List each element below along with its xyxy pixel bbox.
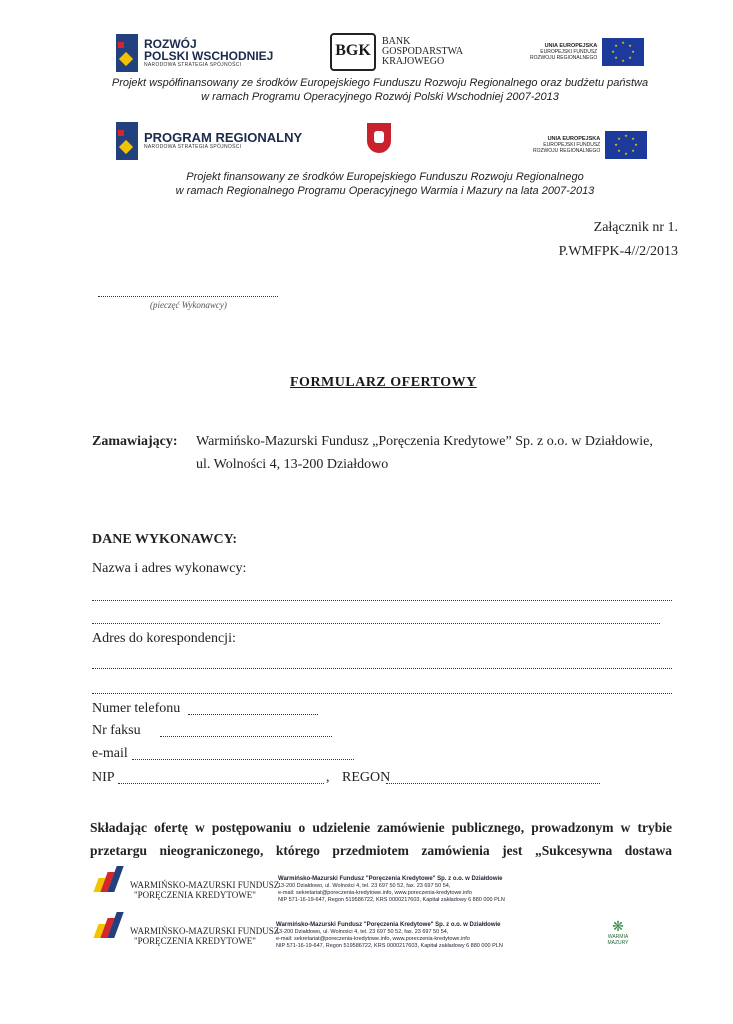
- logo1-line1: ROZWÓJ: [144, 37, 197, 51]
- wmfpk-logo-icon-2: [92, 912, 126, 938]
- fax-label: Nr faksu: [92, 723, 141, 738]
- footer-logo-1: [92, 866, 279, 900]
- eu1-line2: EUROPEJSKI FUNDUSZ: [540, 49, 598, 55]
- project2-text: [110, 170, 660, 198]
- project1-text: [100, 76, 660, 104]
- project1-line2: w ramach Programu Operacyjnego Rozwój Polski Wschodniej 2007-2013: [201, 91, 559, 103]
- logo-program-regionalny: [116, 122, 302, 160]
- region-logo-line2: MAZURY: [607, 940, 629, 946]
- stamp-label: (pieczęć Wykonawcy): [150, 300, 227, 310]
- region-logo-line1: WARMIA: [607, 934, 629, 940]
- offer-text-line1: Składając ofertę w postępowaniu o udzielenie zamówienie publicznego, prowadzonym w trybie: [90, 820, 672, 835]
- footer2-info2: e-mail: sekretariat@poreczenia-kredytowe.info, www.poreczenia-kredytowe.info: [276, 936, 470, 942]
- eu2-line2: EUROPEJSKI FUNDUSZ: [543, 142, 601, 148]
- eu1-line1: UNIA EUROPEJSKA: [544, 43, 598, 49]
- footer1-name-line2: "PORĘCZENIA KREDYTOWE": [134, 890, 256, 900]
- orderer-line2: ul. Wolności 4, 13-200 Działdowo: [196, 457, 389, 472]
- logo-eu-2: [533, 131, 647, 159]
- footer2-info1: 13-200 Działdowo, ul. Wolności 4, tel. 23 697 50 52, fax. 23 697 50 54,: [276, 929, 449, 935]
- project2-line2: w ramach Regionalnego Programu Operacyjnego Warmia i Mazury na lata 2007-2013: [175, 185, 595, 197]
- nip-label: NIP: [92, 770, 115, 785]
- regon-field[interactable]: [386, 783, 600, 784]
- logo2-name: PROGRAM REGIONALNY: [144, 130, 303, 145]
- footer2-name-line1: WARMIŃSKO-MAZURSKI FUNDUSZ: [130, 926, 280, 936]
- name-address-line-2[interactable]: [92, 623, 660, 624]
- regon-label: REGON: [342, 770, 391, 785]
- form-title: FORMULARZ OFERTOWY: [290, 375, 477, 390]
- correspondence-line-2[interactable]: [92, 693, 672, 694]
- eu2-line3: ROZWOJU REGIONALNEGO: [533, 148, 601, 154]
- footer1-info-title: Warmińsko-Mazurski Fundusz "Poręczenia Kredytowe" Sp. z o.o. w Działdowie: [278, 876, 503, 882]
- eu2-line1: UNIA EUROPEJSKA: [547, 136, 601, 142]
- footer1-info3: NIP 571-16-19-647, Regon 519586722, KRS 0000217603, Kapitał zakładowy 6 880 000 PLN: [278, 897, 505, 903]
- footer1-info1: 13-200 Działdowo, ul. Wolności 4, tel. 23 697 50 52, fax. 23 697 50 54,: [278, 883, 451, 889]
- footer-info-1: [278, 876, 505, 904]
- wmfpk-logo-icon: [92, 866, 126, 892]
- bank-line3: KRAJOWEGO: [382, 56, 445, 67]
- footer-info-2: [276, 922, 503, 950]
- bank-line2: GOSPODARSTWA: [382, 46, 464, 57]
- offer-text-line2: przetargu nieograniczonego, którego przedmiotem zamówienia jest „Sukcesywna dostawa: [90, 843, 672, 858]
- logo2-sub: NARODOWA STRATEGIA SPÓJNOŚCI: [144, 144, 242, 150]
- bgk-mark-icon: BGK: [330, 33, 376, 71]
- phone-label: Numer telefonu: [92, 701, 181, 716]
- fax-field[interactable]: [160, 736, 332, 737]
- logo1-line2: POLSKI WSCHODNIEJ: [144, 49, 274, 63]
- orderer-label: Zamawiający:: [92, 434, 178, 449]
- logo1-sub: NARODOWA STRATEGIA SPÓJNOŚCI: [144, 62, 242, 68]
- footer1-name-line1: WARMIŃSKO-MAZURSKI FUNDUSZ: [130, 880, 280, 890]
- name-address-line-1[interactable]: [92, 600, 672, 601]
- nip-field[interactable]: [118, 783, 324, 784]
- reference-number: P.WMFPK-4//2/2013: [558, 244, 678, 259]
- eu-flag-icon-2: ★ ★ ★ ★ ★ ★ ★ ★: [605, 131, 647, 159]
- contractor-heading: DANE WYKONAWCY:: [92, 532, 238, 547]
- project2-line1: Projekt finansowany ze środków Europejskiego Funduszu Rozwoju Regionalnego: [186, 171, 584, 183]
- footer1-info2: e-mail: sekretariat@poreczenia-kredytowe.info, www.poreczenia-kredytowe.info: [278, 890, 472, 896]
- bank-line1: BANK: [382, 36, 411, 47]
- phone-field[interactable]: [188, 714, 318, 715]
- logo-eu-1: [530, 38, 644, 66]
- warmia-mazury-icon: ❋: [612, 918, 624, 934]
- ns-logo-icon: [116, 34, 138, 72]
- footer2-info-title: Warmińsko-Mazurski Fundusz "Poręczenia Kredytowe" Sp. z o.o. w Działdowie: [276, 922, 501, 928]
- eu-flag-icon: ★ ★ ★ ★ ★ ★ ★ ★: [602, 38, 644, 66]
- pr-logo-icon: [116, 122, 138, 160]
- correspondence-label: Adres do korespondencji:: [92, 631, 236, 646]
- footer2-info3: NIP 571-16-19-647, Regon 519586722, KRS 0000217603, Kapitał zakładowy 6 880 000 PLN: [276, 943, 503, 949]
- email-field[interactable]: [132, 759, 354, 760]
- logo-bgk: [330, 33, 463, 71]
- name-address-label: Nazwa i adres wykonawcy:: [92, 561, 247, 576]
- email-label: e-mail: [92, 746, 128, 761]
- stamp-line: [98, 296, 278, 297]
- footer-logo-2: [92, 912, 279, 946]
- warmia-mazury-logo: [598, 918, 638, 946]
- project1-line1: Projekt współfinansowany ze środków Europejskiego Funduszu Rozwoju Regionalnego oraz budżetu państwa: [111, 77, 649, 89]
- nip-comma: ,: [326, 770, 330, 785]
- orderer-line1: Warmińsko-Mazurski Fundusz „Poręczenia Kredytowe” Sp. z o.o. w Działdowie,: [196, 434, 653, 449]
- attachment-number: Załącznik nr 1.: [593, 220, 678, 235]
- eu1-line3: ROZWOJU REGIONALNEGO: [530, 55, 598, 61]
- correspondence-line-1[interactable]: [92, 668, 672, 669]
- region-crest-icon: [364, 123, 394, 153]
- footer2-name-line2: "PORĘCZENIA KREDYTOWE": [134, 936, 256, 946]
- logo-rozwoj-polski-wschodniej: [116, 34, 273, 72]
